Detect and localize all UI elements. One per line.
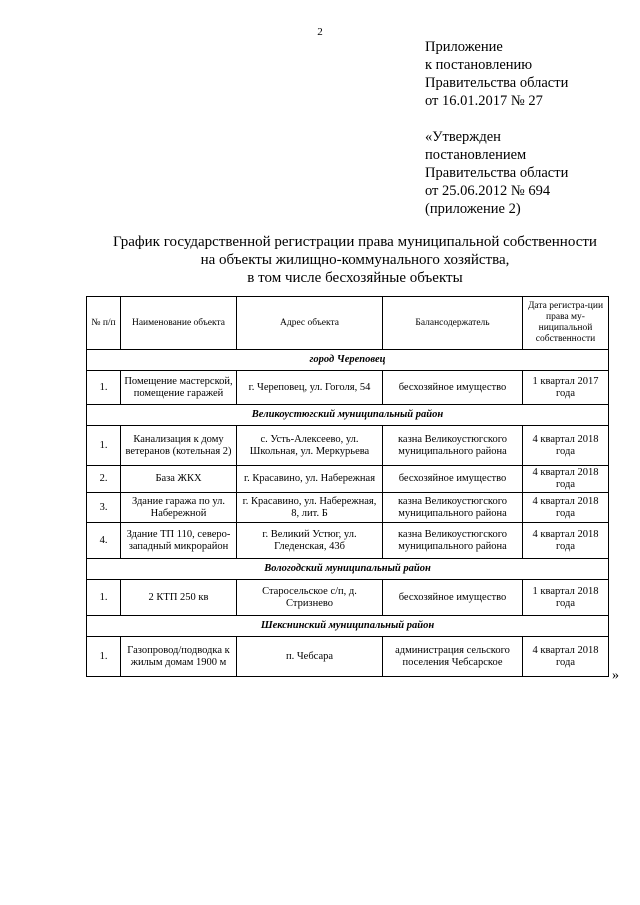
- cell-date: 4 квартал 2018 года: [523, 637, 609, 677]
- cell-object-name: База ЖКХ: [121, 466, 237, 493]
- table-header-row: [87, 297, 609, 350]
- cell-holder: бесхозяйное имущество: [383, 580, 523, 616]
- header-object-name: Наименование объекта: [121, 297, 237, 350]
- approval-line: «Утвержден: [425, 129, 501, 145]
- region-row: [87, 405, 609, 426]
- registration-table: [86, 296, 609, 677]
- cell-number: 1.: [87, 371, 121, 405]
- cell-date: 4 квартал 2018 года: [523, 426, 609, 466]
- header-number: № п/п: [87, 297, 121, 350]
- cell-date: 1 квартал 2018 года: [523, 580, 609, 616]
- region-row: [87, 616, 609, 637]
- cell-object-name: Здание гаража по ул. Набережной: [121, 493, 237, 523]
- header-registration-date: Дата регистра-ции права му-ниципальной собственности: [523, 297, 609, 350]
- cell-number: 1.: [87, 637, 121, 677]
- table-row: [87, 371, 609, 405]
- cell-object-name: Здание ТП 110, северо-западный микрорайон: [121, 523, 237, 559]
- region-row: [87, 559, 609, 580]
- region-name: город Череповец: [87, 350, 609, 371]
- cell-object-name: Канализация к дому ветеранов (котельная 2): [121, 426, 237, 466]
- region-name: Шекснинский муниципальный район: [87, 616, 609, 637]
- cell-holder: бесхозяйное имущество: [383, 466, 523, 493]
- title-line: График государственной регистрации права муниципальной собственности: [113, 234, 597, 250]
- cell-address: г. Великий Устюг, ул. Гледенская, 43б: [237, 523, 383, 559]
- table-row: [87, 493, 609, 523]
- approval-line: постановлением: [425, 147, 527, 163]
- attachment-date-line: от 16.01.2017 № 27: [425, 93, 543, 109]
- cell-holder: казна Великоустюгского муниципального района: [383, 523, 523, 559]
- cell-number: 4.: [87, 523, 121, 559]
- cell-address: г. Красавино, ул. Набережная: [237, 466, 383, 493]
- cell-date: 4 квартал 2018 года: [523, 523, 609, 559]
- cell-object-name: Помещение мастерской, помещение гаражей: [121, 371, 237, 405]
- header-address: Адрес объекта: [237, 297, 383, 350]
- cell-object-name: 2 КТП 250 кв: [121, 580, 237, 616]
- cell-object-name: Газопровод/подводка к жилым домам 1900 м: [121, 637, 237, 677]
- cell-date: 4 квартал 2018 года: [523, 493, 609, 523]
- header-holder: Балансодержатель: [383, 297, 523, 350]
- cell-address: Старосельское с/п, д. Стризнево: [237, 580, 383, 616]
- cell-holder: казна Великоустюгского муниципального района: [383, 493, 523, 523]
- cell-address: п. Чебсара: [237, 637, 383, 677]
- region-name: Вологодский муниципальный район: [87, 559, 609, 580]
- approval-block: [425, 128, 568, 218]
- cell-number: 1.: [87, 580, 121, 616]
- page-number: 2: [317, 26, 323, 38]
- cell-date: 4 квартал 2018 года: [523, 466, 609, 493]
- title-line: в том числе бесхозяйные объекты: [247, 270, 463, 286]
- cell-date: 1 квартал 2017 года: [523, 371, 609, 405]
- cell-holder: казна Великоустюгского муниципального района: [383, 426, 523, 466]
- document-title: [60, 233, 640, 287]
- approval-line: Правительства области: [425, 165, 569, 181]
- table-row: [87, 466, 609, 493]
- closing-quote: »: [612, 668, 619, 683]
- attachment-block: [425, 38, 568, 110]
- cell-number: 1.: [87, 426, 121, 466]
- cell-holder: бесхозяйное имущество: [383, 371, 523, 405]
- attachment-line: Приложение: [425, 39, 503, 55]
- title-line: на объекты жилищно-коммунального хозяйства,: [200, 252, 510, 268]
- table-row: [87, 523, 609, 559]
- region-name: Великоустюгский муниципальный район: [87, 405, 609, 426]
- table-row: [87, 637, 609, 677]
- cell-address: г. Череповец, ул. Гоголя, 54: [237, 371, 383, 405]
- attachment-line: Правительства области: [425, 75, 569, 91]
- region-row: [87, 350, 609, 371]
- approval-date-line: от 25.06.2012 № 694: [425, 183, 551, 199]
- cell-number: 2.: [87, 466, 121, 493]
- cell-address: с. Усть-Алексеево, ул. Школьная, ул. Меркурьева: [237, 426, 383, 466]
- approval-line: (приложение 2): [425, 201, 521, 217]
- table-row: [87, 426, 609, 466]
- attachment-line: к постановлению: [425, 57, 533, 73]
- cell-address: г. Красавино, ул. Набережная, 8, лит. Б: [237, 493, 383, 523]
- table-row: [87, 580, 609, 616]
- cell-number: 3.: [87, 493, 121, 523]
- cell-holder: администрация сельского поселения Чебсарское: [383, 637, 523, 677]
